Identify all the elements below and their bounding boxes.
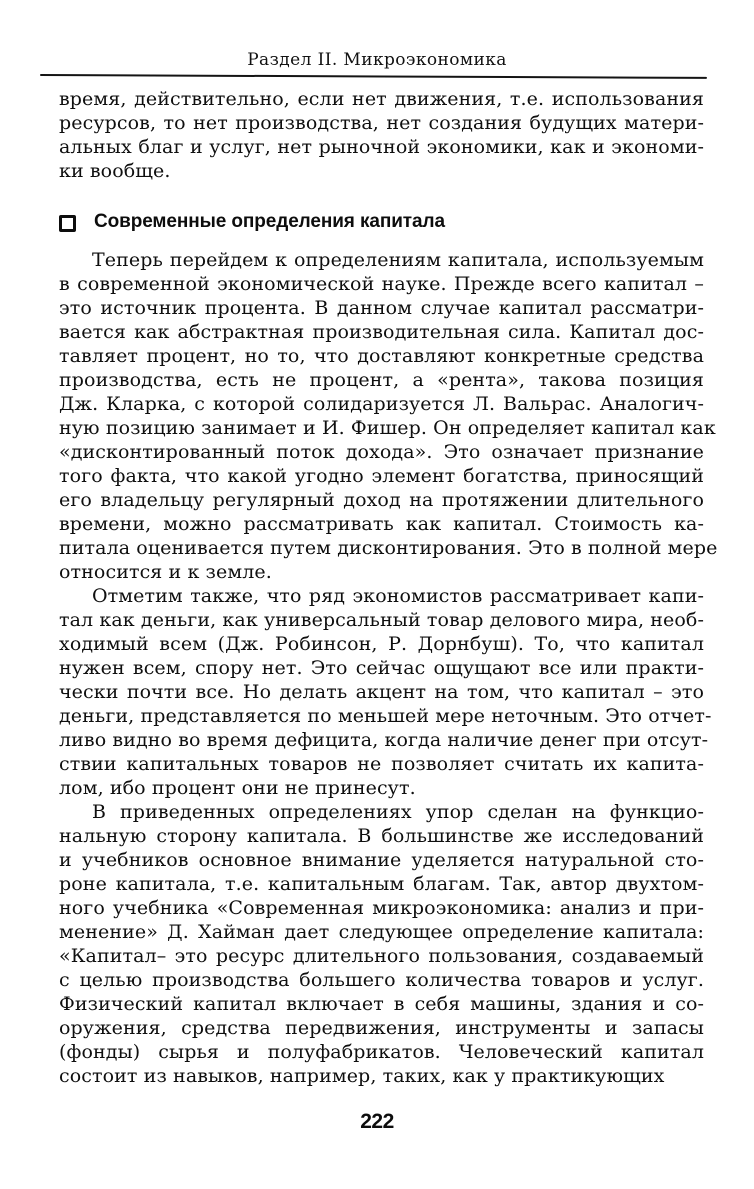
paragraph-capital-definitions: [59, 248, 718, 584]
text-line: его владельцу регулярный доход на протяжении длительного: [59, 489, 704, 511]
text-line: с целью производства большего количества товаров и услуг.: [59, 969, 704, 991]
text-line: роне капитала, т.е. капитальным благам. Так, автор двухтом-: [59, 873, 704, 895]
text-line: чески почти все. Но делать акцент на том, что капитал – это: [59, 681, 704, 703]
header-rule-divider: [40, 74, 707, 79]
text-line: лом, ибо процент они не принесут.: [59, 777, 416, 799]
text-line: вается как абстрактная производительная сила. Капитал дос-: [59, 321, 704, 343]
text-line: и учебников основное внимание уделяется натуральной сто-: [59, 849, 704, 871]
text-line: того факта, что какой угодно элемент богатства, приносящий: [59, 465, 704, 487]
paragraph-capital-as-money: [59, 584, 712, 800]
text-line: деньги, представляется по меньшей мере неточным. Это отчет-: [59, 705, 712, 727]
text-line: время, действительно, если нет движения, т.е. использования: [59, 88, 704, 110]
text-line: производства, есть не процент, а «рента», такова позиция: [59, 369, 704, 391]
text-line: ресурсов, то нет производства, нет создания будущих матери-: [59, 112, 704, 134]
text-line: тавляет процент, но то, что доставляют конкретные средства: [59, 345, 704, 367]
text-line: Физический капитал включает в себя машины, здания и со-: [59, 993, 704, 1015]
text-line: менение» Д. Хайман дает следующее определение капитала:: [59, 921, 704, 943]
text-line: нужен всем, спору нет. Это сейчас ощущают все или практи-: [59, 657, 704, 679]
text-line: альных благ и услуг, нет рыночной экономики, как и экономи-: [59, 136, 704, 158]
text-line: ливо видно во время дефицита, когда наличие денег при отсут-: [59, 729, 709, 751]
section-heading: [59, 210, 704, 234]
paragraph-natural-side: [59, 800, 704, 1088]
square-bullet-icon: [59, 215, 76, 232]
paragraph-continuation: [59, 87, 704, 183]
text-line: тал как деньги, как универсальный товар делового мира, необ-: [59, 609, 704, 631]
text-line: ходимый всем (Дж. Робинсон, Р. Дорнбуш). То, что капитал: [59, 633, 704, 655]
text-line: Отметим также, что ряд экономистов рассматривает капи-: [92, 585, 704, 607]
text-line: ную позицию занимает и И. Фишер. Он определяет капитал как: [59, 417, 716, 439]
text-line: ного учебника «Современная микроэкономика: анализ и при-: [59, 897, 704, 919]
text-line: это источник процента. В данном случае капитал рассматри-: [59, 297, 704, 319]
text-line: времени, можно рассматривать как капитал. Стоимость ка-: [59, 513, 704, 535]
text-line: Теперь перейдем к определениям капитала, используемым: [92, 249, 704, 271]
text-line: В приведенных определениях упор сделан на функцио-: [92, 801, 704, 823]
text-line: Дж. Кларка, с которой солидаризуется Л. Вальрас. Аналогич-: [59, 393, 704, 415]
text-line: оружения, средства передвижения, инструменты и запасы: [59, 1017, 704, 1039]
text-line: нальную сторону капитала. В большинстве же исследований: [59, 825, 704, 847]
page-number: 222: [360, 1110, 394, 1133]
text-line: «Капитал– это ресурс длительного пользования, создаваемый: [59, 945, 704, 967]
text-line: ки вообще.: [59, 160, 171, 182]
section-heading-text: Современные определения капитала: [94, 211, 445, 232]
text-line: состоит из навыков, например, таких, как у практикующих: [59, 1065, 665, 1087]
text-line: (фонды) сырья и полуфабрикатов. Человеческий капитал: [59, 1041, 704, 1063]
page-body: [59, 87, 718, 1088]
text-line: в современной экономической науке. Прежде всего капитал –: [59, 273, 704, 295]
text-line: питала оценивается путем дисконтирования. Это в полной мере: [59, 537, 718, 559]
text-line: «дисконтированный поток дохода». Это означает признание: [59, 441, 704, 463]
text-line: ствии капитальных товаров не позволяет считать их капита-: [59, 753, 704, 775]
running-header: Раздел II. Микроэкономика: [247, 50, 507, 70]
text-line: относится и к земле.: [59, 561, 272, 583]
